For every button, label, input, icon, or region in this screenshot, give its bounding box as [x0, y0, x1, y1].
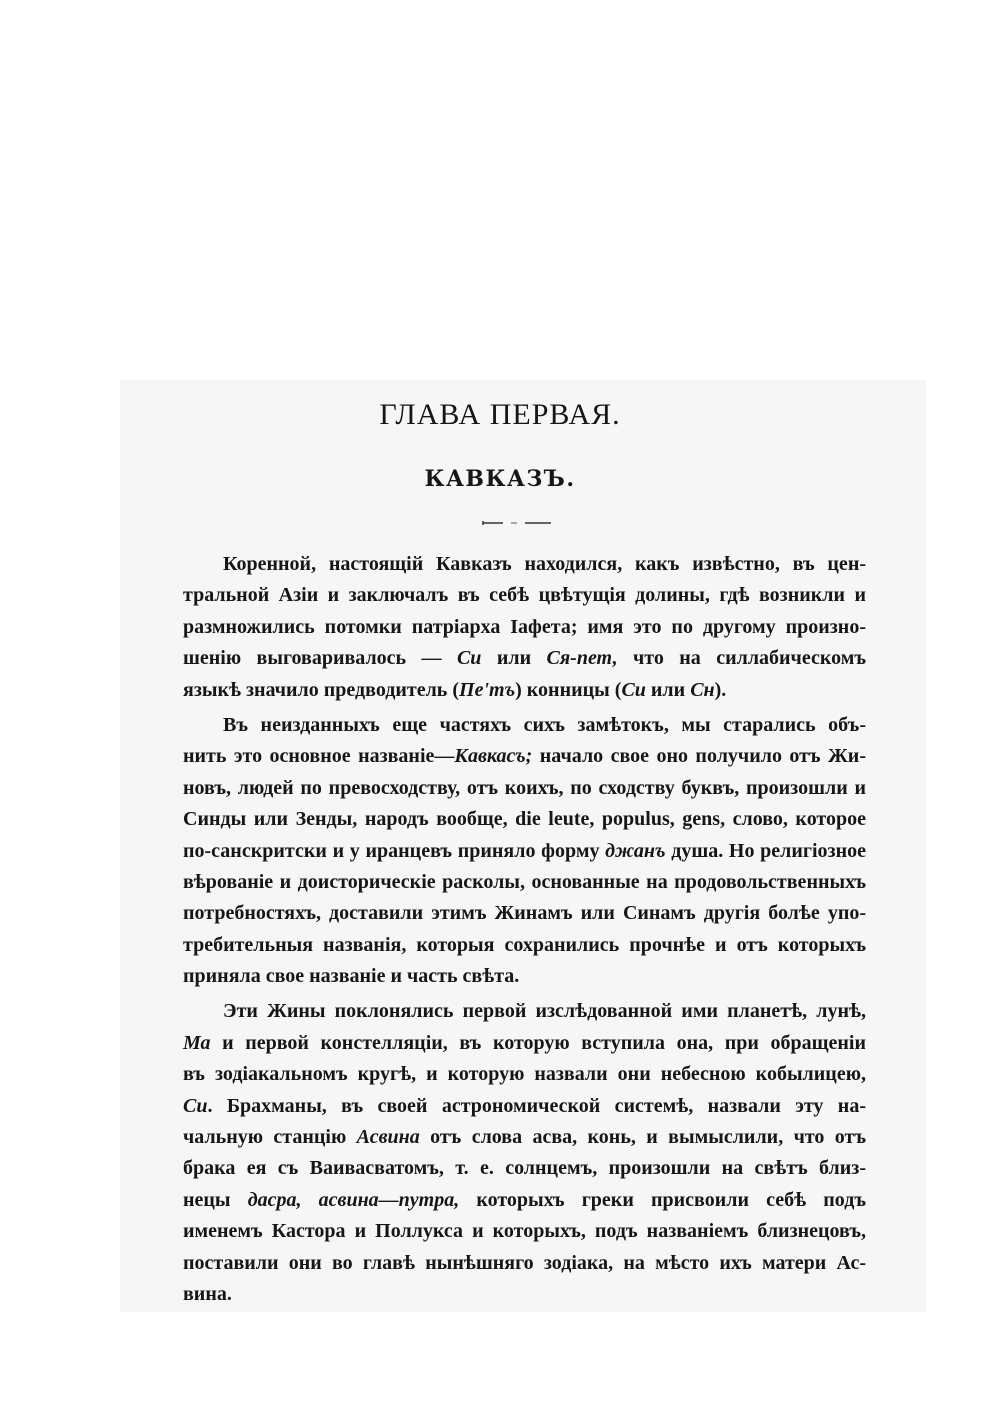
text-line	[183, 996, 866, 1027]
text-segment: именемъ Кастора и Поллукса и которыхъ, подъ названіемъ близнецовъ,	[183, 1220, 866, 1243]
divider-ornament	[481, 518, 553, 528]
text-segment: вѣрованіе и доисторическіе расколы, основанные на продовольственныхъ	[183, 870, 866, 893]
paragraph	[183, 549, 866, 706]
text-segment: Въ неизданныхъ еще частяхъ сихъ замѣтокъ, мы старались объ-	[223, 713, 866, 736]
text-segment: и первой констелляціи, въ которую вступила она, при обращеніи	[210, 1031, 866, 1054]
text-segment: нецы	[183, 1188, 248, 1211]
text-segment: потребностяхъ, доставили этимъ Жинамъ или Синамъ другія болѣе упо-	[183, 902, 866, 925]
text-segment: чальную станцію	[183, 1126, 357, 1149]
text-segment: ).	[714, 678, 727, 701]
text-segment: . Брахманы, въ своей астрономической системѣ, назвали эту на-	[207, 1094, 866, 1117]
text-segment: шенію выговаривалось —	[183, 647, 457, 670]
italic-term: Си	[183, 1094, 208, 1117]
text-segment: нить это основное названіе—	[183, 745, 455, 768]
chapter-title: ГЛАВА ПЕРВАЯ.	[379, 398, 621, 431]
text-segment: Коренной, настоящій Кавказъ находился, какъ извѣстно, въ цен-	[223, 553, 866, 575]
text-line	[183, 710, 866, 741]
text-line	[183, 1279, 866, 1310]
text-segment: Синды или Зенды, народъ вообще, die leute, populus, gens, слово, которое	[183, 808, 866, 831]
text-line	[183, 930, 866, 961]
text-line	[183, 1122, 866, 1153]
text-line	[183, 675, 866, 706]
text-segment: что на силлабическомъ	[617, 647, 866, 670]
italic-term: Си	[621, 678, 646, 701]
text-segment: брака ея съ Ваивасватомъ, т. е. солнцемъ, произошли на свѣтъ близ-	[183, 1157, 866, 1180]
italic-term: Асвина	[356, 1126, 420, 1149]
italic-term: Ма	[183, 1031, 211, 1054]
text-line	[183, 1091, 866, 1122]
section-title: КАВКАЗЪ.	[424, 466, 576, 492]
italic-term: Кавкасъ;	[454, 745, 533, 768]
text-line	[183, 1153, 866, 1184]
text-line	[183, 1248, 866, 1279]
text-segment: размножились потомки патріарха Іафета; имя это по другому произно-	[183, 615, 866, 638]
text-line	[183, 580, 866, 611]
text-segment: ) конницы (	[515, 678, 622, 701]
text-line	[183, 867, 866, 898]
text-segment: вина.	[183, 1282, 232, 1305]
body-text	[183, 549, 866, 1314]
text-line	[183, 1028, 866, 1059]
text-line	[183, 836, 866, 867]
text-line	[183, 549, 866, 580]
text-segment: тральной Азіи и заключалъ въ себѣ цвѣтущія долины, гдѣ возникли и	[183, 584, 866, 607]
text-line	[183, 643, 866, 674]
text-segment: душа. Но религіозное	[665, 839, 866, 862]
text-line	[183, 898, 866, 929]
text-line	[183, 741, 866, 772]
text-line	[183, 1059, 866, 1090]
text-segment: языкѣ значило предводитель (	[183, 678, 460, 701]
text-line	[183, 961, 866, 992]
text-segment: поставили они во главѣ нынѣшняго зодіака, на мѣсто ихъ матери Ас-	[183, 1251, 866, 1274]
text-line	[183, 1216, 866, 1247]
text-segment: новъ, людей по превосходству, отъ коихъ, по сходству буквъ, произошли и	[183, 776, 866, 799]
text-line	[183, 773, 866, 804]
text-segment: по-санскритски и у иранцевъ приняло форму	[183, 839, 606, 862]
text-segment: требительныя названія, которыя сохранились прочнѣе и отъ которыхъ	[183, 933, 866, 956]
text-segment: въ зодіакальномъ кругѣ, и которую назвали они небесною кобылицею,	[183, 1063, 866, 1086]
text-line	[183, 804, 866, 835]
text-segment: начало свое оно получило отъ Жи-	[532, 745, 866, 768]
text-segment: или	[645, 678, 691, 701]
italic-term: джанъ	[605, 839, 666, 862]
text-line	[183, 1185, 866, 1216]
italic-term: Сн	[690, 678, 715, 701]
text-segment: приняла свое названіе и часть свѣта.	[183, 965, 520, 988]
text-segment: Эти Жины поклонялись первой изслѣдованной ими планетѣ, лунѣ,	[223, 1000, 866, 1023]
italic-term: Ся-пет,	[546, 647, 618, 670]
italic-term: дасра, асвина—путра,	[247, 1188, 460, 1211]
italic-term: Си	[456, 647, 482, 670]
paragraph	[183, 710, 866, 993]
italic-term: Пе'тъ	[459, 678, 516, 701]
text-segment: отъ слова асва, конь, и вымыслили, что отъ	[419, 1126, 867, 1149]
text-line	[183, 612, 866, 643]
text-segment: которыхъ греки присвоили себѣ подъ	[459, 1188, 866, 1211]
paragraph	[183, 996, 866, 1310]
text-segment: или	[481, 647, 547, 670]
